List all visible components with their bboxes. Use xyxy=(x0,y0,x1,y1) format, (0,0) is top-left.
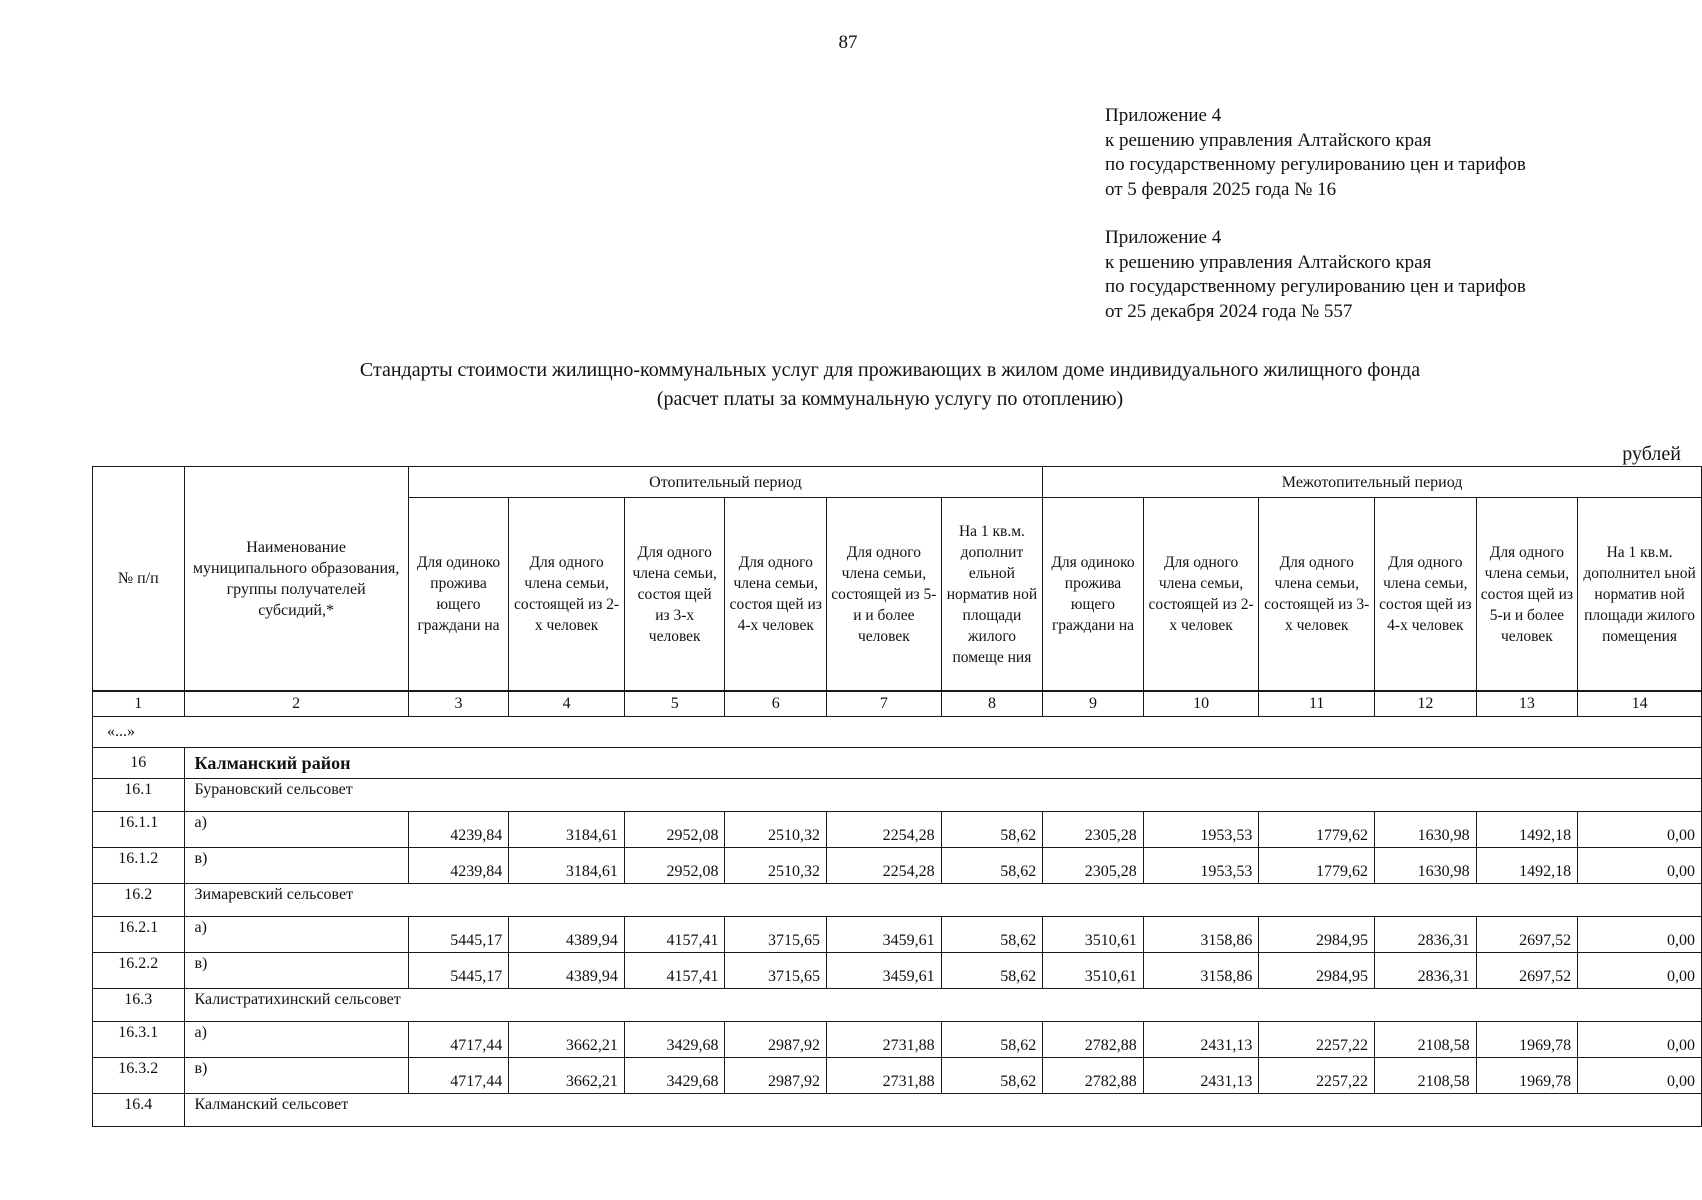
column-number: 10 xyxy=(1143,691,1259,717)
row-value: 2697,52 xyxy=(1476,953,1578,989)
header-col-name: Наименование муниципального образования, группы получателей субсидий,* xyxy=(184,467,408,692)
row-value: 2952,08 xyxy=(624,848,725,884)
row-value: 1969,78 xyxy=(1476,1058,1578,1094)
row-value: 4239,84 xyxy=(408,812,509,848)
row-group: в) xyxy=(184,848,408,884)
row-value: 0,00 xyxy=(1578,1058,1702,1094)
row-value: 4717,44 xyxy=(408,1022,509,1058)
row-value: 2431,13 xyxy=(1143,1058,1259,1094)
row-value: 2510,32 xyxy=(725,812,827,848)
row-value: 2836,31 xyxy=(1375,953,1477,989)
column-number: 9 xyxy=(1043,691,1144,717)
table-row xyxy=(93,812,1702,848)
row-value: 0,00 xyxy=(1578,953,1702,989)
row-value: 2305,28 xyxy=(1043,848,1144,884)
row-value: 2836,31 xyxy=(1375,917,1477,953)
row-value: 1953,53 xyxy=(1143,848,1259,884)
tariff-table xyxy=(92,466,1702,1127)
header-heating-col: Для одного члена семьи, состоящей из 2-х человек xyxy=(509,498,625,692)
row-value: 2984,95 xyxy=(1259,953,1375,989)
row-value: 58,62 xyxy=(941,1058,1043,1094)
settlement-code: 16.2 xyxy=(93,884,185,917)
row-value: 1492,18 xyxy=(1476,848,1578,884)
row-value: 2254,28 xyxy=(827,812,942,848)
column-number: 3 xyxy=(408,691,509,717)
header-heating-col: Для одного члена семьи, состоя щей из 3-х человек xyxy=(624,498,725,692)
row-code: 16.2.2 xyxy=(93,953,185,989)
column-number: 11 xyxy=(1259,691,1375,717)
row-value: 3662,21 xyxy=(509,1022,625,1058)
table-row xyxy=(93,1058,1702,1094)
header-nonheating-col: Для одного члена семьи, состоя щей из 4-х человек xyxy=(1375,498,1477,692)
row-value: 58,62 xyxy=(941,812,1043,848)
row-value: 2782,88 xyxy=(1043,1022,1144,1058)
row-value: 3184,61 xyxy=(509,848,625,884)
header-heating-col: Для одного члена семьи, состоя щей из 4-х человек xyxy=(725,498,827,692)
row-value: 2257,22 xyxy=(1259,1058,1375,1094)
settlement-row xyxy=(93,989,1702,1022)
settlement-row xyxy=(93,1094,1702,1127)
appendix-block-2 xyxy=(1105,226,1665,324)
row-value: 4717,44 xyxy=(408,1058,509,1094)
header-nonheating-col: На 1 кв.м. дополнител ьной норматив ной площади жилого помещения xyxy=(1578,498,1702,692)
column-number: 4 xyxy=(509,691,625,717)
row-value: 4157,41 xyxy=(624,917,725,953)
row-value: 2952,08 xyxy=(624,812,725,848)
row-value: 3715,65 xyxy=(725,953,827,989)
appendix-block-1 xyxy=(1105,104,1665,202)
row-code: 16.3.1 xyxy=(93,1022,185,1058)
appendix-line: от 5 февраля 2025 года № 16 xyxy=(1105,178,1337,200)
row-value: 2697,52 xyxy=(1476,917,1578,953)
appendix-line: к решению управления Алтайского края xyxy=(1105,251,1432,273)
row-value: 4389,94 xyxy=(509,917,625,953)
header-nonheating-col: Для одиноко прожива ющего граждани на xyxy=(1043,498,1144,692)
column-number: 6 xyxy=(725,691,827,717)
column-number: 13 xyxy=(1476,691,1578,717)
settlement-code: 16.1 xyxy=(93,779,185,812)
row-group: а) xyxy=(184,917,408,953)
settlement-name: Зимаревский сельсовет xyxy=(184,884,1702,917)
table-row xyxy=(93,917,1702,953)
column-number: 14 xyxy=(1578,691,1702,717)
row-value: 2987,92 xyxy=(725,1022,827,1058)
district-code: 16 xyxy=(93,748,185,779)
row-value: 2305,28 xyxy=(1043,812,1144,848)
row-code: 16.1.2 xyxy=(93,848,185,884)
appendix-line: Приложение 4 xyxy=(1105,227,1222,248)
settlement-name: Калманский сельсовет xyxy=(184,1094,1702,1127)
row-value: 3429,68 xyxy=(624,1022,725,1058)
header-group-nonheating: Межотопительный период xyxy=(1043,467,1702,498)
row-value: 3662,21 xyxy=(509,1058,625,1094)
row-value: 1492,18 xyxy=(1476,812,1578,848)
appendix-line: от 25 декабря 2024 года № 557 xyxy=(1105,300,1353,322)
table-header xyxy=(93,467,1702,717)
row-value: 2257,22 xyxy=(1259,1022,1375,1058)
row-code: 16.1.1 xyxy=(93,812,185,848)
column-number: 12 xyxy=(1375,691,1477,717)
row-value: 2731,88 xyxy=(827,1022,942,1058)
table-row xyxy=(93,848,1702,884)
row-value: 0,00 xyxy=(1578,917,1702,953)
document-title-line-1: Стандарты стоимости жилищно-коммунальных услуг для проживающих в жилом доме индивидуального жилищного фонда xyxy=(359,359,1421,381)
row-value: 0,00 xyxy=(1578,812,1702,848)
settlement-code: 16.3 xyxy=(93,989,185,1022)
row-value: 1779,62 xyxy=(1259,848,1375,884)
settlement-row xyxy=(93,884,1702,917)
header-nonheating-col: Для одного члена семьи, состоя щей из 5-и и более человек xyxy=(1476,498,1578,692)
row-value: 58,62 xyxy=(941,953,1043,989)
row-value: 2984,95 xyxy=(1259,917,1375,953)
row-value: 5445,17 xyxy=(408,953,509,989)
district-row xyxy=(93,748,1702,779)
settlement-row xyxy=(93,779,1702,812)
row-value: 3459,61 xyxy=(827,953,942,989)
row-value: 58,62 xyxy=(941,1022,1043,1058)
row-value: 3459,61 xyxy=(827,917,942,953)
table-body xyxy=(93,717,1702,1127)
row-value: 58,62 xyxy=(941,848,1043,884)
settlement-name: Бурановский сельсовет xyxy=(184,779,1702,812)
row-value: 1630,98 xyxy=(1375,848,1477,884)
row-value: 2731,88 xyxy=(827,1058,942,1094)
district-name: Калманский район xyxy=(184,748,1702,779)
row-value: 3510,61 xyxy=(1043,953,1144,989)
row-value: 0,00 xyxy=(1578,1022,1702,1058)
unit-label: рублей xyxy=(1622,443,1681,465)
row-value: 1969,78 xyxy=(1476,1022,1578,1058)
ellipsis-cell: «...» xyxy=(93,717,1702,748)
column-number: 7 xyxy=(827,691,942,717)
row-value: 2108,58 xyxy=(1375,1022,1477,1058)
row-code: 16.2.1 xyxy=(93,917,185,953)
row-value: 3715,65 xyxy=(725,917,827,953)
document-title-line-2: (расчет платы за коммунальную услугу по отоплению) xyxy=(656,388,1124,410)
row-value: 4157,41 xyxy=(624,953,725,989)
row-value: 5445,17 xyxy=(408,917,509,953)
header-group-heating: Отопительный период xyxy=(408,467,1042,498)
row-value: 1630,98 xyxy=(1375,812,1477,848)
header-nonheating-col: Для одного члена семьи, состоящей из 3-х человек xyxy=(1259,498,1375,692)
row-group: в) xyxy=(184,1058,408,1094)
row-value: 2431,13 xyxy=(1143,1022,1259,1058)
page-number: 87 xyxy=(838,32,858,53)
ellipsis-row xyxy=(93,717,1702,748)
row-code: 16.3.2 xyxy=(93,1058,185,1094)
header-heating-col: Для одного члена семьи, состоящей из 5-и и более человек xyxy=(827,498,942,692)
row-value: 1779,62 xyxy=(1259,812,1375,848)
row-value: 2108,58 xyxy=(1375,1058,1477,1094)
appendix-line: Приложение 4 xyxy=(1105,105,1222,126)
table-row xyxy=(93,1022,1702,1058)
column-number: 1 xyxy=(93,691,185,717)
header-nonheating-col: Для одного члена семьи, состоящей из 2-х человек xyxy=(1143,498,1259,692)
row-value: 3158,86 xyxy=(1143,953,1259,989)
row-value: 3158,86 xyxy=(1143,917,1259,953)
settlement-name: Калистратихинский сельсовет xyxy=(184,989,1702,1022)
row-value: 1953,53 xyxy=(1143,812,1259,848)
header-col-no: № п/п xyxy=(93,467,185,692)
column-number: 5 xyxy=(624,691,725,717)
tariff-table-container xyxy=(92,466,1696,1127)
row-value: 2510,32 xyxy=(725,848,827,884)
row-group: а) xyxy=(184,1022,408,1058)
header-heating-col: Для одиноко прожива ющего граждани на xyxy=(408,498,509,692)
row-value: 4239,84 xyxy=(408,848,509,884)
settlement-code: 16.4 xyxy=(93,1094,185,1127)
row-group: а) xyxy=(184,812,408,848)
row-value: 2782,88 xyxy=(1043,1058,1144,1094)
row-value: 4389,94 xyxy=(509,953,625,989)
table-row xyxy=(93,953,1702,989)
row-value: 58,62 xyxy=(941,917,1043,953)
row-value: 3429,68 xyxy=(624,1058,725,1094)
row-group: в) xyxy=(184,953,408,989)
row-value: 3184,61 xyxy=(509,812,625,848)
row-value: 2987,92 xyxy=(725,1058,827,1094)
appendix-line: к решению управления Алтайского края xyxy=(1105,129,1432,151)
column-number: 8 xyxy=(941,691,1043,717)
row-value: 3510,61 xyxy=(1043,917,1144,953)
row-value: 2254,28 xyxy=(827,848,942,884)
appendix-line: по государственному регулированию цен и тарифов xyxy=(1105,154,1526,175)
column-number: 2 xyxy=(184,691,408,717)
document-title xyxy=(290,356,1490,414)
header-heating-col: На 1 кв.м. дополнит ельной норматив ной площади жилого помеще ния xyxy=(941,498,1043,692)
appendix-line: по государственному регулированию цен и тарифов xyxy=(1105,276,1526,297)
row-value: 0,00 xyxy=(1578,848,1702,884)
